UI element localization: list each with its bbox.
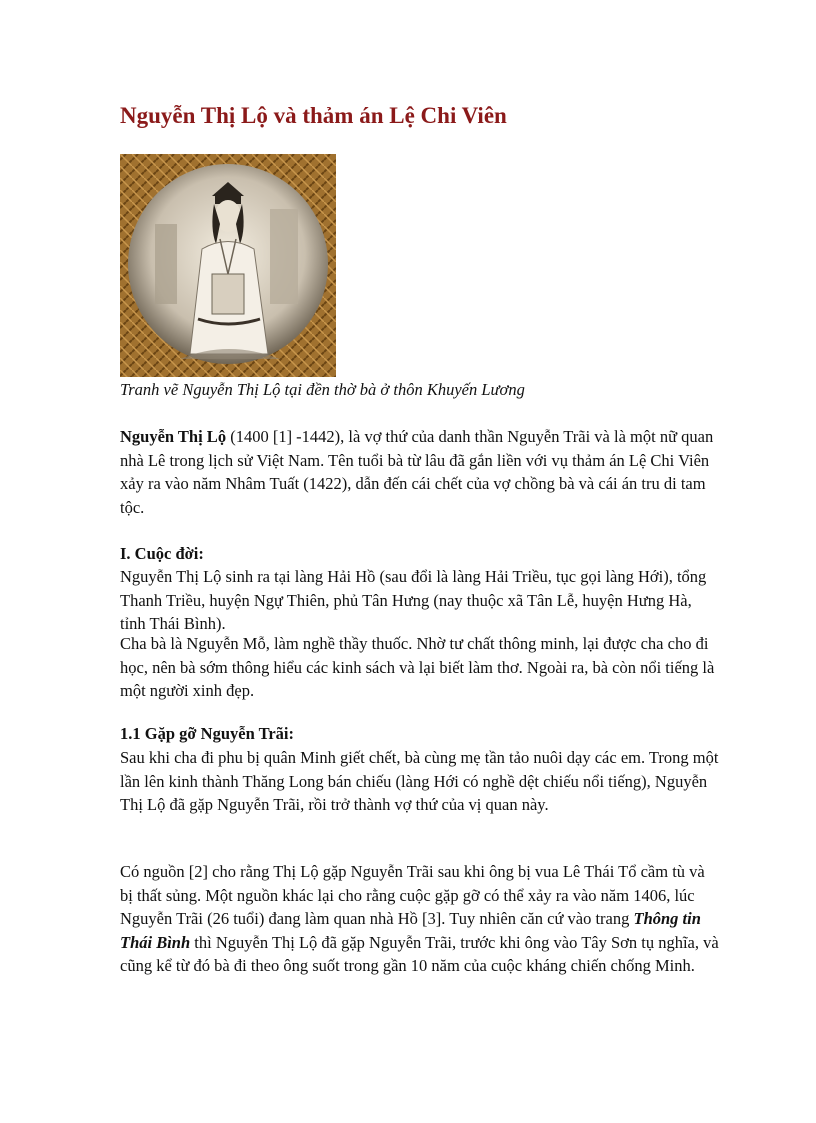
- portrait-illustration: [120, 154, 336, 377]
- image-caption: Tranh vẽ Nguyễn Thị Lộ tại đền thờ bà ở thôn Khuyến Lương: [120, 380, 525, 399]
- section11-heading-text: 1.1 Gặp gỡ Nguyễn Trãi:: [120, 724, 294, 743]
- section11-paragraph-2: [120, 860, 720, 978]
- section1-paragraph-1: Nguyễn Thị Lộ sinh ra tại làng Hải Hồ (sau đổi là làng Hải Triều, tục gọi làng Hới), tổng Thanh Triều, huyện Ngự Thiên, phủ Tân Hưng (nay thuộc xã Tân Lễ, huyện Hưng Hà, tỉnh Thái Bình).: [120, 567, 707, 633]
- section1-heading: [120, 542, 720, 566]
- section1-heading-text: I. Cuộc đời:: [120, 544, 204, 563]
- thong-tin-thai-binh-title: Thông tin Thái Bình: [120, 909, 701, 952]
- intro-name: Nguyễn Thị Lộ: [120, 427, 227, 446]
- portrait-image: [120, 154, 336, 377]
- page-title: Nguyễn Thị Lộ và thảm án Lệ Chi Viên: [120, 103, 507, 128]
- section11-paragraph-2-end: thì Nguyễn Thị Lộ đã gặp Nguyễn Trãi, trước khi ông vào Tây Sơn tụ nghĩa, và cũng kể từ đó bà đi theo ông suốt trong gần 10 năm của cuộc kháng chiến chống Minh.: [120, 932, 719, 975]
- section11-paragraph-1: Sau khi cha đi phu bị quân Minh giết chết, bà cùng mẹ tần tảo nuôi dạy các em. Trong một lần lên kinh thành Thăng Long bán chiếu (làng Hới có nghề dệt chiếu nổi tiếng), Nguyễn Thị Lộ đã gặp Nguyễn Trãi, rồi trở thành vợ thứ của vị quan này.: [120, 748, 719, 814]
- intro-paragraph: [120, 425, 720, 519]
- section1-paragraph-2: Cha bà là Nguyễn Mỗ, làm nghề thầy thuốc. Nhờ tư chất thông minh, lại được cha cho đi học, nên bà sớm thông hiểu các kinh sách và lại biết làm thơ. Ngoài ra, bà còn nổi tiếng là một người xinh đẹp.: [120, 634, 715, 700]
- section11-heading: [120, 722, 720, 746]
- section11-paragraph-2-start: Có nguồn [2] cho rằng Thị Lộ gặp Nguyễn Trãi sau khi ông bị vua Lê Thái Tổ cầm tù và bị thất sủng. Một nguồn khác lại cho rằng cuộc gặp gỡ có thể xảy ra vào năm 1406, lúc Nguyễn Trãi (26 tuổi) đang làm quan nhà Hồ [3]. Tuy nhiên căn cứ vào trang: [120, 862, 705, 928]
- intro-text: (1400 [1] -1442), là vợ thứ của danh thần Nguyễn Trãi và là một nữ quan nhà Lê trong lịch sử Việt Nam. Tên tuổi bà từ lâu đã gắn liền với vụ thảm án Lệ Chi Viên xảy ra vào năm Nhâm Tuất (1422), dẫn đến cái chết của vợ chồng bà và cái án tru di tam tộc.: [120, 427, 714, 517]
